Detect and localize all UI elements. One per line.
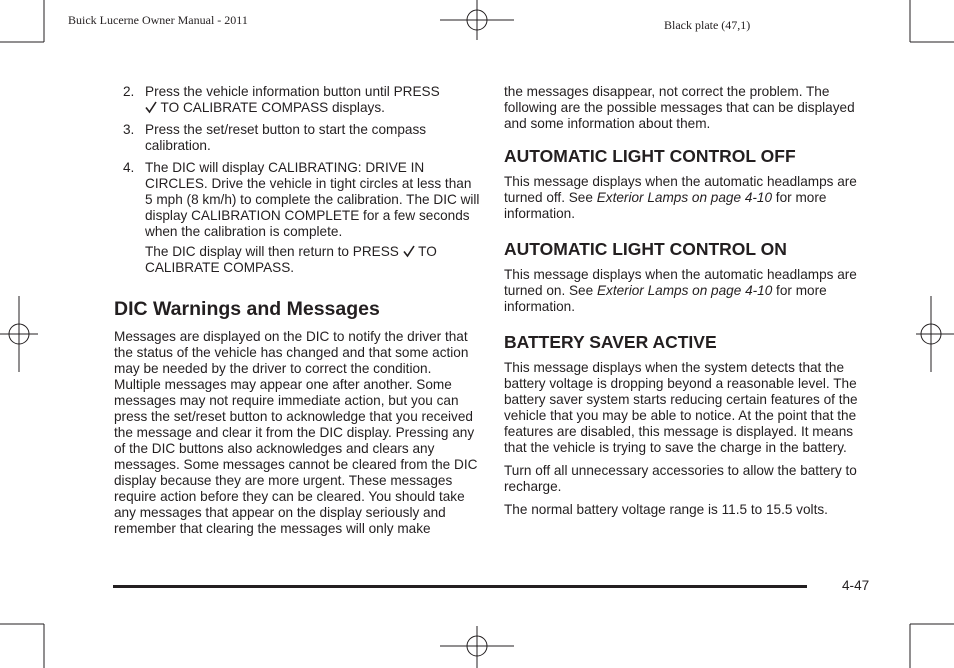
calibration-steps bbox=[114, 84, 480, 276]
right-column bbox=[504, 84, 872, 525]
step-text: Press the set/reset button to start the compass calibration. bbox=[145, 122, 427, 153]
plate-label: Black plate (47,1) bbox=[664, 18, 751, 32]
message-description: This message displays when the system detects that the battery voltage is dropping beyond a reasonable level. The battery saver system starts reducing certain features of the vehicle that you may be able to notice. At the point that the features are disabled, this message is displayed. It means that the vehicle is trying to save the charge in the battery. bbox=[504, 360, 858, 455]
message-title: AUTOMATIC LIGHT CONTROL OFF bbox=[504, 146, 796, 166]
step-number: 4. bbox=[123, 160, 135, 175]
step-text: Press the vehicle information button until PRESS TO CALIBRATE COMPASS displays. bbox=[145, 84, 440, 115]
step-number: 3. bbox=[123, 122, 135, 137]
cross-reference-link[interactable]: Exterior Lamps on page 4-10 bbox=[596, 283, 773, 298]
page-number: 4-47 bbox=[842, 578, 870, 593]
left-column bbox=[114, 84, 480, 544]
checkmark-icon bbox=[145, 101, 157, 114]
cross-reference-link[interactable]: Exterior Lamps on page 4-10 bbox=[596, 190, 773, 205]
section-body-continued: the messages disappear, not correct the problem. The following are the possible messages that can be displayed and some information about them. bbox=[504, 84, 855, 131]
footer-rule bbox=[113, 585, 807, 588]
step-continuation: The DIC display will then return to PRESS TO CALIBRATE COMPASS. bbox=[145, 244, 437, 275]
message-description: This message displays when the automatic headlamps are turned off. See Exterior Lamps on page 4-10 for more information. bbox=[504, 174, 857, 221]
message-title: BATTERY SAVER ACTIVE bbox=[504, 332, 717, 352]
list-item bbox=[114, 84, 480, 116]
message-description: The normal battery voltage range is 11.5 to 15.5 volts. bbox=[504, 502, 828, 517]
message-description: Turn off all unnecessary accessories to allow the battery to recharge. bbox=[504, 463, 857, 494]
list-item bbox=[114, 122, 480, 154]
step-text: The DIC will display CALIBRATING: DRIVE IN CIRCLES. Drive the vehicle in tight circles at less than 5 mph (8 km/h) to complete the calibration. The DIC will display CALIBRATION COMPLETE for a few seconds when the calibration is complete. bbox=[145, 160, 480, 239]
message-description: This message displays when the automatic headlamps are turned on. See Exterior Lamps on page 4-10 for more information. bbox=[504, 267, 857, 314]
message-title: AUTOMATIC LIGHT CONTROL ON bbox=[504, 239, 787, 259]
section-body: Messages are displayed on the DIC to notify the driver that the status of the vehicle has changed and that some action may be needed by the driver to correct the condition. Multiple messages may appear one after another. Some messages may not require immediate action, but you can press the set/reset button to acknowledge that you received the message and clear it from the DIC display. Pressing any of the DIC buttons also acknowledges and clears any messages. Some messages cannot be cleared from the DIC display because they are more urgent. These messages require action before they can be cleared. You should take any messages that appear on the display seriously and remember that clearing the messages will only make bbox=[114, 329, 478, 536]
checkmark-icon bbox=[403, 245, 415, 258]
step-number: 2. bbox=[123, 84, 135, 99]
list-item bbox=[114, 160, 480, 276]
running-header-title: Buick Lucerne Owner Manual - 2011 bbox=[68, 13, 248, 27]
section-title: DIC Warnings and Messages bbox=[114, 298, 380, 320]
